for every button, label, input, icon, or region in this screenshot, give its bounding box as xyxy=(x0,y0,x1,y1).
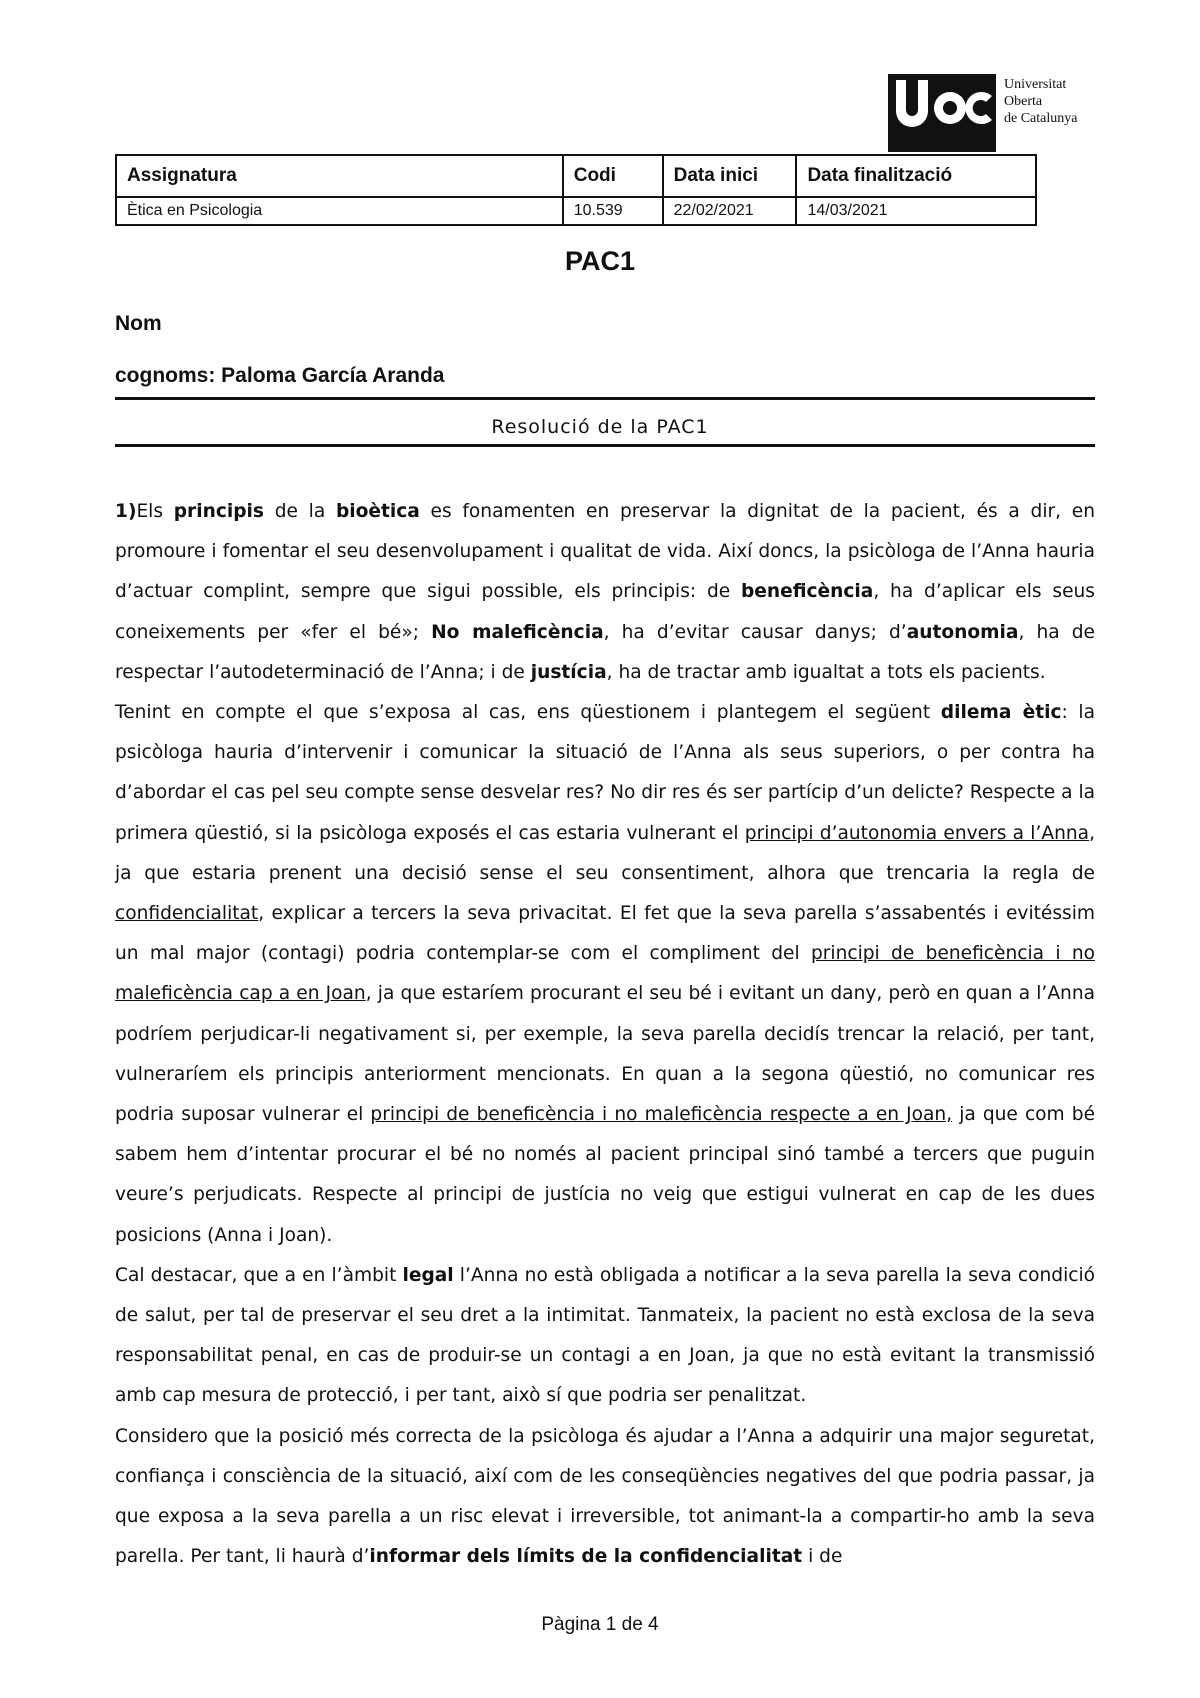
header-codi: Codi xyxy=(563,155,663,197)
bold-term: No maleficència xyxy=(431,621,604,643)
page-number: Pàgina 1 de 4 xyxy=(541,1614,659,1635)
underlined-term: principi de beneficència i no maleficència respecte a en Joan, xyxy=(370,1104,953,1126)
bold-term: justícia xyxy=(530,661,607,683)
logo-line-1: Universitat xyxy=(1004,77,1067,92)
underlined-term: principi de beneficència i no maleficència cap a en Joan xyxy=(115,943,1095,1005)
text-span: Tenint en compte el que s’exposa al cas, ens qüestionem i plantegem el següent xyxy=(115,702,941,724)
answer-body xyxy=(115,492,1095,1577)
document-title: PAC1 xyxy=(564,246,636,276)
bold-term: beneficència xyxy=(740,581,874,603)
paragraph-1 xyxy=(115,492,1095,693)
text-span: , ja que estaria prenent una decisió sense el seu consentiment, alhora que trencaria la regla de xyxy=(115,822,1095,884)
cell-assignatura: Ètica en Psicologia xyxy=(116,197,563,225)
text-span: Cal destacar, que a en l’àmbit xyxy=(115,1264,403,1286)
logo-line-3: de Catalunya xyxy=(1004,111,1078,126)
text-span: : la psicòloga hauria d’intervenir i comunicar la situació de l’Anna als seus superiors, o per contra ha d’abordar el cas pel seu compte sense desvelar res? No dir res és ser partícip d’un delicte? Respecte a la primera qüestió, si la psicòloga exposés el cas estaria vulnerant el xyxy=(115,702,1095,844)
header-assignatura: Assignatura xyxy=(116,155,563,197)
bold-term: legal xyxy=(402,1264,454,1286)
text-span: Considero que la posició més correcta de la psicòloga és ajudar a l’Anna a adquirir una major seguretat, confiança i consciència de la situació, així com de les conseqüències negatives del que podria passar, ja que exposa a la seva parella a un risc elevat i irreversible, tot animant-la a compartir-ho amb la seva parella. Per tant, li haurà d’ xyxy=(115,1425,1095,1568)
text-span: , ha d’evitar causar danys; d’ xyxy=(603,621,907,643)
paragraph-2 xyxy=(115,693,1095,1256)
header-data-finalitzacio: Data finalització xyxy=(796,155,1036,197)
table-row xyxy=(116,197,1036,225)
text-span: , ja que estaríem procurant el seu bé i evitant un dany, però en quan a l’Anna podríem perjudicar-li negativament si, per exemple, la seva parella decidís trencar la relació, per tant, vulneraríem els principis anteriorment mencionats. En quan a la segona qüestió, no comunicar res podria suposar vulnerar el xyxy=(115,983,1095,1126)
cell-data-finalitzacio: 14/03/2021 xyxy=(796,197,1036,225)
underlined-term: confidencialitat xyxy=(115,903,259,925)
bold-term: autonomia xyxy=(906,621,1019,643)
logo-line-2: Oberta xyxy=(1004,94,1043,109)
text-span: , ha d’aplicar els seus coneixements per «fer el bé»; xyxy=(115,581,1095,643)
underlined-term: principi d’autonomia envers a l’Anna xyxy=(744,822,1090,844)
bold-term: dilema ètic xyxy=(940,702,1062,724)
uoc-logo xyxy=(888,74,1084,152)
uoc-logo-text xyxy=(1004,76,1077,127)
cell-codi: 10.539 xyxy=(563,197,663,225)
uoc-logo-mark xyxy=(888,74,996,152)
text-span: , ha de tractar amb igualtat a tots els pacients. xyxy=(606,661,1046,683)
table-header-row xyxy=(116,155,1036,197)
cell-data-inici: 22/02/2021 xyxy=(663,197,797,225)
header-data-inici: Data inici xyxy=(663,155,797,197)
text-span: de la xyxy=(264,501,336,522)
question-number: 1) xyxy=(115,501,137,522)
paragraph-3 xyxy=(115,1256,1095,1417)
course-info-table xyxy=(115,154,1037,226)
bold-term: informar dels límits de la confidencialitat xyxy=(369,1546,803,1568)
text-span: es fonamenten en preservar la dignitat de la pacient, és a dir, en promoure i fomentar el seu desenvolupament i qualitat de vida. Així doncs, la psicòloga de l’Anna hauria d’actuar complint, sempre que sigui possible, els principis: de xyxy=(115,501,1095,603)
bold-term: principis xyxy=(173,501,264,522)
nom-label: Nom xyxy=(115,312,162,335)
text-span: , ha de respectar l’autodeterminació de l’Anna; i de xyxy=(115,621,1096,683)
paragraph-4 xyxy=(115,1417,1095,1578)
text-span: , explicar a tercers la seva privacitat. El fet que la seva parella s’assabentés i evitéssim un mal major (contagi) podria contemplar-se com el compliment del xyxy=(115,903,1095,965)
uoc-logo-glyphs xyxy=(888,74,996,152)
divider-bottom xyxy=(115,444,1095,447)
text-span: Els xyxy=(136,501,174,522)
bold-term: bioètica xyxy=(335,501,420,522)
student-name: cognoms: Paloma García Aranda xyxy=(115,364,445,387)
divider-top xyxy=(115,397,1095,400)
text-span: l’Anna no està obligada a notificar a la seva parella la seva condició de salut, per tal de preservar el seu dret a la intimitat. Tanmateix, la pacient no està exclosa de la seva responsabilitat penal, en cas de produir-se un contagi a en Joan, ja que no està evitant la transmissió amb cap mesura de protecció, i per tant, això sí que podria ser penalitzat. xyxy=(115,1264,1095,1407)
text-span: ja que com bé sabem hem d’intentar procurar el bé no només al pacient principal sinó també a tercers que puguin veure’s perjudicats. Respecte al principi de justícia no veig que estigui vulnerat en cap de les dues posicions (Anna i Joan). xyxy=(115,1104,1096,1246)
text-span: i de xyxy=(802,1546,843,1568)
section-subtitle: Resolució de la PAC1 xyxy=(491,416,709,438)
